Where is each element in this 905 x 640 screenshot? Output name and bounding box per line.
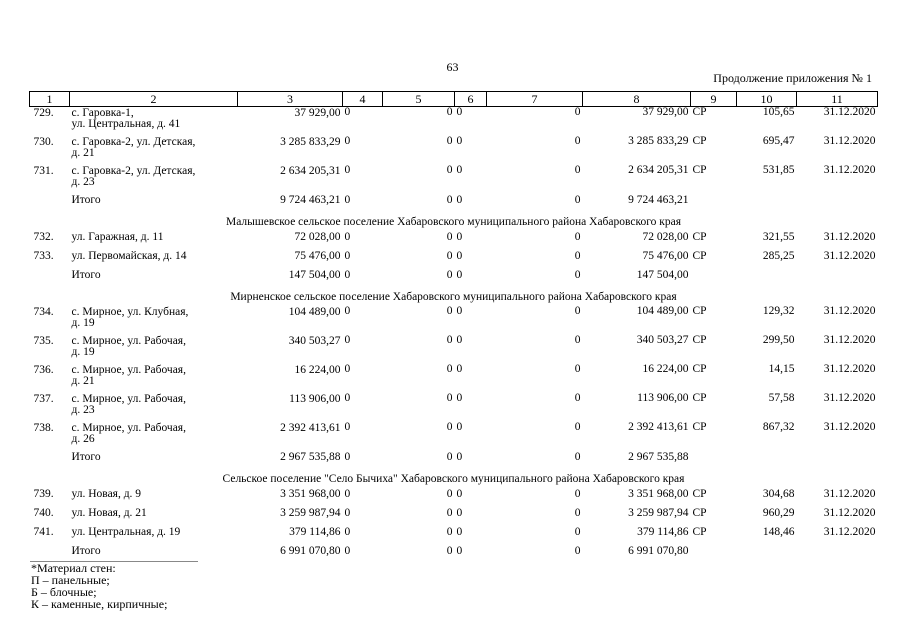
wall-material-cell [691,269,737,288]
date-cell: 31.12.2020 [823,363,876,375]
value-cell: 0 [574,392,581,404]
date-cell: 31.12.2020 [823,488,876,500]
row-number: 739. [33,488,54,500]
date-cell [797,451,878,470]
date-cell [797,269,878,288]
column-header: 3 [238,92,343,107]
area-cell [737,451,797,470]
address-line: ул. Первомайская, д. 14 [71,250,187,262]
area-cell: 867,32 [762,421,795,433]
date-cell: 31.12.2020 [823,164,876,176]
footnote-line: Б – блочные; [31,585,97,599]
value-cell: 0 [456,106,463,118]
address-line: д. 23 [71,176,95,188]
data-table [29,91,878,564]
value-cell: 0 [456,451,463,463]
row-number: 729. [33,107,54,119]
address-line: ул. Гаражная, д. 11 [71,231,164,243]
value-cell: 0 [446,250,453,262]
date-cell: 31.12.2020 [823,507,876,519]
wall-material-cell [691,545,737,564]
address-cell [70,335,238,364]
total-cost-cell: 2 392 413,61 [280,422,341,434]
value-cell: 0 [456,526,463,538]
area-cell [737,269,797,288]
value-cell: 0 [446,363,453,375]
area-cell [737,545,797,564]
wall-material-cell: СР [692,526,707,538]
area-cell: 57,58 [768,392,795,404]
value-cell: 0 [456,392,463,404]
total-cost-cell: 3 351 968,00 [280,488,341,500]
value-cell: 0 [574,451,581,463]
page-number: 63 [446,60,459,74]
total-cost-cell: 9 724 463,21 [280,194,341,206]
total-cost-cell: 2 967 535,88 [280,451,341,463]
address-line: с. Гаровка-2, ул. Детская, [71,136,196,148]
address-line: д. 23 [71,404,95,416]
value-cell: 0 [344,526,351,538]
total-cost-cell: 340 503,27 [288,335,341,347]
row-number: 733. [33,250,54,262]
value-cell: 0 [344,334,351,346]
value-cell: 0 [456,488,463,500]
value-cell: 0 [456,164,463,176]
fund-cost-cell: 113 906,00 [637,392,689,404]
address-line: д. 19 [71,346,95,358]
value-cell: 0 [344,421,351,433]
fund-cost-cell: 340 503,27 [636,334,689,346]
value-cell: 0 [574,194,581,206]
total-cost-cell: 72 028,00 [294,231,341,243]
table-row [30,364,878,393]
address-line: с. Мирное, ул. Рабочая, [71,364,186,376]
section-heading: Малышевское сельское поселение Хабаровского муниципального района Хабаровского края [225,216,682,228]
footnote-line: К – каменные, кирпичные; [31,597,168,611]
address-line: ул. Центральная, д. 19 [71,526,181,538]
total-cost-cell: 37 929,00 [294,107,341,119]
fund-cost-cell: 37 929,00 [642,106,689,118]
table-row [30,393,878,422]
column-header: 2 [70,92,238,107]
date-cell: 31.12.2020 [823,135,876,147]
table-row [30,136,878,165]
table-row [30,250,878,269]
total-cost-cell: 113 906,00 [289,393,341,405]
column-header: 1 [30,92,70,107]
wall-material-cell: СР [692,231,707,243]
area-cell [737,194,797,213]
fund-cost-cell: 2 634 205,31 [628,164,689,176]
address-line: с. Мирное, ул. Рабочая, [71,335,186,347]
total-row [30,451,878,470]
column-header: 5 [383,92,455,107]
table-row [30,526,878,545]
value-cell: 0 [446,194,453,206]
value-cell: 0 [456,421,463,433]
value-cell: 0 [446,488,453,500]
row-number: 736. [33,364,54,376]
total-label: Итого [71,269,101,281]
area-cell: 299,50 [762,334,795,346]
value-cell: 0 [446,451,453,463]
footnote-line: П – панельные; [31,573,110,587]
wall-material-cell: СР [692,488,707,500]
wall-material-cell: СР [692,363,707,375]
value-cell: 0 [574,164,581,176]
value-cell: 0 [456,545,463,557]
value-cell: 0 [446,545,453,557]
date-cell: 31.12.2020 [823,526,876,538]
address-line: ул. Новая, д. 21 [71,507,147,519]
fund-cost-cell: 3 285 833,29 [628,135,689,147]
table-row [30,107,878,137]
value-cell: 0 [456,363,463,375]
total-cost-cell: 379 114,86 [289,526,341,538]
address-line: д. 19 [71,317,95,329]
total-label: Итого [71,451,101,463]
value-cell: 0 [456,507,463,519]
fund-cost-cell: 75 476,00 [642,250,689,262]
date-cell [797,545,878,564]
total-cost-cell: 16 224,00 [294,364,341,376]
address-cell [70,364,238,393]
value-cell: 0 [456,231,463,243]
address-line: с. Мирное, ул. Рабочая, [71,422,186,434]
address-cell [70,107,238,137]
fund-cost-cell: 16 224,00 [642,363,689,375]
total-label: Итого [71,194,101,206]
address-line: д. 21 [71,147,95,159]
address-line: с. Гаровка-2, ул. Детская, [71,165,196,177]
wall-material-cell: СР [692,507,707,519]
wall-material-cell [691,194,737,213]
value-cell: 0 [574,231,581,243]
area-cell: 129,32 [762,305,795,317]
row-number [30,451,70,470]
section-heading-row [30,288,878,306]
date-cell: 31.12.2020 [823,231,876,243]
value-cell: 0 [456,135,463,147]
wall-material-cell [691,451,737,470]
total-cost-cell: 104 489,00 [288,306,341,318]
wall-material-cell: СР [692,164,707,176]
wall-material-cell: СР [692,392,707,404]
address-cell [70,393,238,422]
total-cost-cell: 147 504,00 [288,269,341,281]
row-number: 732. [33,231,54,243]
address-line: д. 26 [71,433,95,445]
column-header: 8 [583,92,691,107]
total-cost-cell: 2 634 205,31 [280,165,341,177]
continuation-label: Продолжение приложения № 1 [713,71,872,85]
value-cell: 0 [574,305,581,317]
table-row [30,165,878,194]
total-cost-cell: 3 259 987,94 [280,507,341,519]
fund-cost-cell: 2 967 535,88 [628,451,689,463]
fund-cost-cell: 147 504,00 [636,269,689,281]
area-cell: 105,65 [762,106,795,118]
value-cell: 0 [574,106,581,118]
fund-cost-cell: 9 724 463,21 [628,194,689,206]
address-cell [70,507,238,526]
address-cell [70,231,238,250]
total-row [30,194,878,213]
row-number [30,269,70,288]
table-row [30,488,878,507]
value-cell: 0 [344,392,351,404]
value-cell: 0 [456,305,463,317]
total-label: Итого [71,545,101,557]
wall-material-cell: СР [692,106,707,118]
area-cell: 285,25 [762,250,795,262]
address-cell [70,306,238,335]
column-header: 4 [343,92,383,107]
value-cell: 0 [574,334,581,346]
table-row [30,507,878,526]
address-cell [70,136,238,165]
date-cell: 31.12.2020 [823,250,876,262]
column-header: 9 [691,92,737,107]
column-header: 7 [487,92,583,107]
section-heading-row [30,213,878,231]
table-row [30,306,878,335]
address-cell [70,250,238,269]
value-cell: 0 [446,231,453,243]
row-number [30,194,70,213]
value-cell: 0 [344,363,351,375]
value-cell: 0 [344,250,351,262]
area-cell: 695,47 [762,135,795,147]
value-cell: 0 [446,305,453,317]
row-number: 738. [33,422,54,434]
value-cell: 0 [456,194,463,206]
section-heading: Мирненское сельское поселение Хабаровского муниципального района Хабаровского края [230,291,677,303]
table-row [30,422,878,451]
value-cell: 0 [574,250,581,262]
value-cell: 0 [574,526,581,538]
value-cell: 0 [344,231,351,243]
area-cell: 531,85 [762,164,795,176]
total-row [30,269,878,288]
value-cell: 0 [446,106,453,118]
value-cell: 0 [344,194,351,206]
row-number: 730. [33,136,54,148]
wall-material-cell: СР [692,305,707,317]
wall-material-cell: СР [692,135,707,147]
value-cell: 0 [344,164,351,176]
value-cell: 0 [574,269,581,281]
address-line: ул. Центральная, д. 41 [71,118,181,130]
value-cell: 0 [456,334,463,346]
fund-cost-cell: 3 259 987,94 [628,507,689,519]
value-cell: 0 [344,488,351,500]
footnote-line: *Материал стен: [31,561,116,575]
row-number: 734. [33,306,54,318]
section-heading: Сельское поселение "Село Бычиха" Хабаровского муниципального района Хабаровского края [222,473,685,485]
total-cost-cell: 3 285 833,29 [280,136,341,148]
date-cell: 31.12.2020 [823,106,876,118]
date-cell [797,194,878,213]
address-line: д. 21 [71,375,95,387]
area-cell: 148,46 [762,526,795,538]
total-cost-cell: 75 476,00 [294,250,341,262]
value-cell: 0 [446,392,453,404]
column-header: 6 [455,92,487,107]
date-cell: 31.12.2020 [823,334,876,346]
fund-cost-cell: 104 489,00 [636,305,689,317]
value-cell: 0 [446,526,453,538]
value-cell: 0 [344,545,351,557]
date-cell: 31.12.2020 [823,421,876,433]
value-cell: 0 [344,451,351,463]
address-cell [70,488,238,507]
address-line: с. Мирное, ул. Клубная, [71,306,189,318]
fund-cost-cell: 72 028,00 [642,231,689,243]
area-cell: 960,29 [762,507,795,519]
value-cell: 0 [446,507,453,519]
address-cell [70,165,238,194]
value-cell: 0 [574,135,581,147]
value-cell: 0 [446,135,453,147]
area-cell: 304,68 [762,488,795,500]
value-cell: 0 [574,363,581,375]
fund-cost-cell: 379 114,86 [637,526,689,538]
section-heading-row [30,470,878,488]
table-row [30,335,878,364]
row-number: 735. [33,335,54,347]
table-header [30,92,878,107]
value-cell: 0 [344,305,351,317]
address-line: ул. Новая, д. 9 [71,488,142,500]
area-cell: 14,15 [768,363,795,375]
row-number: 731. [33,165,54,177]
value-cell: 0 [446,269,453,281]
value-cell: 0 [574,488,581,500]
wall-material-cell: СР [692,334,707,346]
date-cell: 31.12.2020 [823,392,876,404]
value-cell: 0 [456,250,463,262]
date-cell: 31.12.2020 [823,305,876,317]
value-cell: 0 [456,269,463,281]
address-cell [70,526,238,545]
value-cell: 0 [446,334,453,346]
address-cell [70,422,238,451]
address-line: с. Гаровка-1, [71,107,134,119]
row-number: 740. [33,507,54,519]
value-cell: 0 [344,507,351,519]
fund-cost-cell: 2 392 413,61 [628,421,689,433]
value-cell: 0 [446,421,453,433]
row-number: 737. [33,393,54,405]
value-cell: 0 [574,507,581,519]
total-cost-cell: 6 991 070,80 [280,545,341,557]
value-cell: 0 [344,269,351,281]
value-cell: 0 [574,545,581,557]
table-row [30,231,878,250]
wall-material-cell: СР [692,250,707,262]
value-cell: 0 [344,135,351,147]
value-cell: 0 [344,106,351,118]
wall-material-cell: СР [692,421,707,433]
row-number: 741. [33,526,54,538]
fund-cost-cell: 3 351 968,00 [628,488,689,500]
column-header: 11 [797,92,878,107]
address-line: с. Мирное, ул. Рабочая, [71,393,186,405]
fund-cost-cell: 6 991 070,80 [628,545,689,557]
area-cell: 321,55 [762,231,795,243]
table-body [30,107,878,565]
value-cell: 0 [446,164,453,176]
value-cell: 0 [574,421,581,433]
column-header: 10 [737,92,797,107]
footnotes [31,562,167,610]
